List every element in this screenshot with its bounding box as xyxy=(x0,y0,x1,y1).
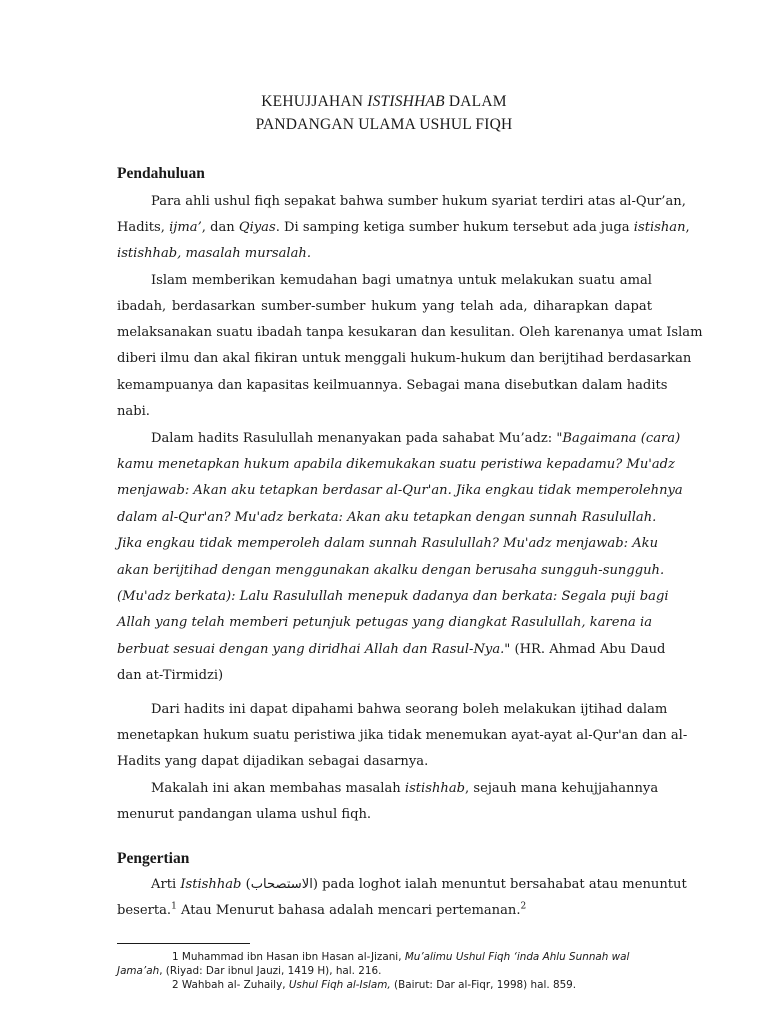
paragraph-line xyxy=(151,776,659,802)
text-run: Mu’alimu Ushul Fiqh ‘inda Ahlu Sunnah wal xyxy=(404,951,630,963)
hadith-quote: "Bagaimana (cara) xyxy=(556,431,681,446)
hadith-quote-line: Jika engkau tidak memperoleh dalam sunnah Rasulullah? Mu'adz menjawab: Aku xyxy=(117,536,659,551)
title-term: ISTISHHAB xyxy=(367,93,445,110)
text-run: Ushul Fiqh al-Islam, xyxy=(288,979,391,991)
document-title-line-2: PANDANGAN ULAMA USHUL FIQH xyxy=(255,116,513,133)
paragraph-line: Dari hadits ini dapat dipahami bahwa seorang boleh melakukan ijtihad dalam xyxy=(151,702,668,717)
hadith-quote-line: kamu menetapkan hukum apabila dikemukakan suatu peristiwa kepadamu? Mu'adz xyxy=(117,457,675,472)
hadith-quote-line: menjawab: Akan aku tetapkan berdasar al-Qur'an. Jika engkau tidak memperolehnya xyxy=(117,483,683,498)
paragraph-line xyxy=(151,872,687,898)
hadith-quote-line: Allah yang telah memberi petunjuk petugas yang diangkat Rasulullah, karena ia xyxy=(117,615,652,630)
hadith-quote: berbuat sesuai dengan yang diridhai Allah dan Rasul-Nya. xyxy=(117,642,505,657)
hadith-quote-line: dalam al-Qur'an? Mu'adz berkata: Akan aku tetapkan dengan sunnah Rasulullah. xyxy=(117,510,657,525)
section-heading-pendahuluan: Pendahuluan xyxy=(117,165,205,182)
footnote-1-line-1 xyxy=(172,950,652,964)
footnote-ref[interactable]: 1 xyxy=(171,901,177,912)
title-text: KEHUJJAHAN xyxy=(261,93,368,110)
text-run: ijma’ xyxy=(169,220,202,235)
paragraph-line: Para ahli ushul fiqh sepakat bahwa sumber hukum syariat terdiri atas al-Qur’an, xyxy=(151,194,686,209)
paragraph-line: dan at-Tirmidzi) xyxy=(117,668,224,683)
text-run: , dan xyxy=(201,220,239,235)
title-text: DALAM xyxy=(444,93,507,110)
paragraph-line: menetapkan hukum suatu peristiwa jika tidak menemukan ayat-ayat al-Qur'an dan al- xyxy=(117,728,688,743)
arabic-term: الاستصحاب xyxy=(250,877,313,892)
text-run: , (Riyad: Dar ibnul Jauzi, 1419 H), hal. 216. xyxy=(159,965,382,977)
text-run: 1 Muhammad ibn Hasan ibn Hasan al-Jizani, xyxy=(172,951,405,963)
text-run: 2 Wahbah al- Zuhaily, xyxy=(172,979,289,991)
paragraph-line: ibadah, berdasarkan sumber-sumber hukum yang telah ada, diharapkan dapat xyxy=(117,299,652,314)
text-run: Qiyas xyxy=(238,220,276,235)
footnote-2 xyxy=(172,978,652,992)
paragraph-line: Islam memberikan kemudahan bagi umatnya untuk melakukan suatu amal xyxy=(151,273,652,288)
document-title-line-1 xyxy=(0,93,768,111)
text-run: istishhab xyxy=(404,781,466,796)
paragraph-line xyxy=(151,426,681,452)
text-run: Makalah ini akan membahas masalah xyxy=(151,781,405,796)
text-run: Hadits, xyxy=(117,220,170,235)
hadith-quote-line: akan berijtihad dengan menggunakan akalku dengan berusaha sungguh-sungguh. xyxy=(117,563,665,578)
footnote-ref[interactable]: 2 xyxy=(520,901,527,912)
hadith-quote-line: (Mu'adz berkata): Lalu Rasulullah menepuk dadanya dan berkata: Segala puji bagi xyxy=(117,589,669,604)
text-run: beserta. xyxy=(117,903,172,918)
text-run: Jama’ah xyxy=(117,965,160,977)
paragraph-line: Hadits yang dapat dijadikan sebagai dasarnya. xyxy=(117,754,429,769)
text-run: ) pada loghot ialah menuntut bersahabat atau menuntut xyxy=(312,877,687,892)
text-run: , sejauh mana kehujjahannya xyxy=(465,781,659,796)
footnote-1-line-2 xyxy=(117,964,652,978)
text-run: Dalam hadits Rasulullah menanyakan pada sahabat Mu’adz: xyxy=(151,431,557,446)
paragraph-line xyxy=(117,637,666,663)
paragraph-line: menurut pandangan ulama ushul fiqh. xyxy=(117,807,372,822)
text-run: (Bairut: Dar al-Fiqr, 1998) hal. 859. xyxy=(390,979,577,991)
text-run: Istishhab xyxy=(180,877,242,892)
text-run: istishan xyxy=(633,220,686,235)
paragraph-line xyxy=(117,898,652,924)
text-run: Atau Menurut bahasa adalah mencari pertemanan. xyxy=(176,903,521,918)
text-run: , xyxy=(685,220,690,235)
paragraph-line: nabi. xyxy=(117,404,150,419)
paragraph-line: diberi ilmu dan akal fikiran untuk menggali hukum-hukum dan berijtihad berdasarkan xyxy=(117,351,692,366)
text-run: Arti xyxy=(151,877,181,892)
paragraph-line: melaksanakan suatu ibadah tanpa kesukaran dan kesulitan. Oleh karenanya umat Islam xyxy=(117,325,703,340)
section-heading-pengertian: Pengertian xyxy=(117,850,190,867)
paragraph-line: kemampuanya dan kapasitas keilmuannya. Sebagai mana disebutkan dalam hadits xyxy=(117,378,668,393)
text-run: ( xyxy=(241,877,251,892)
hadith-citation: " (HR. Ahmad Abu Daud xyxy=(504,642,666,657)
text-run: . Di samping ketiga sumber hukum tersebut ada juga xyxy=(275,220,634,235)
footnote-separator xyxy=(117,943,250,944)
paragraph-line: istishhab, masalah mursalah. xyxy=(117,246,312,261)
paragraph-line xyxy=(117,215,690,241)
